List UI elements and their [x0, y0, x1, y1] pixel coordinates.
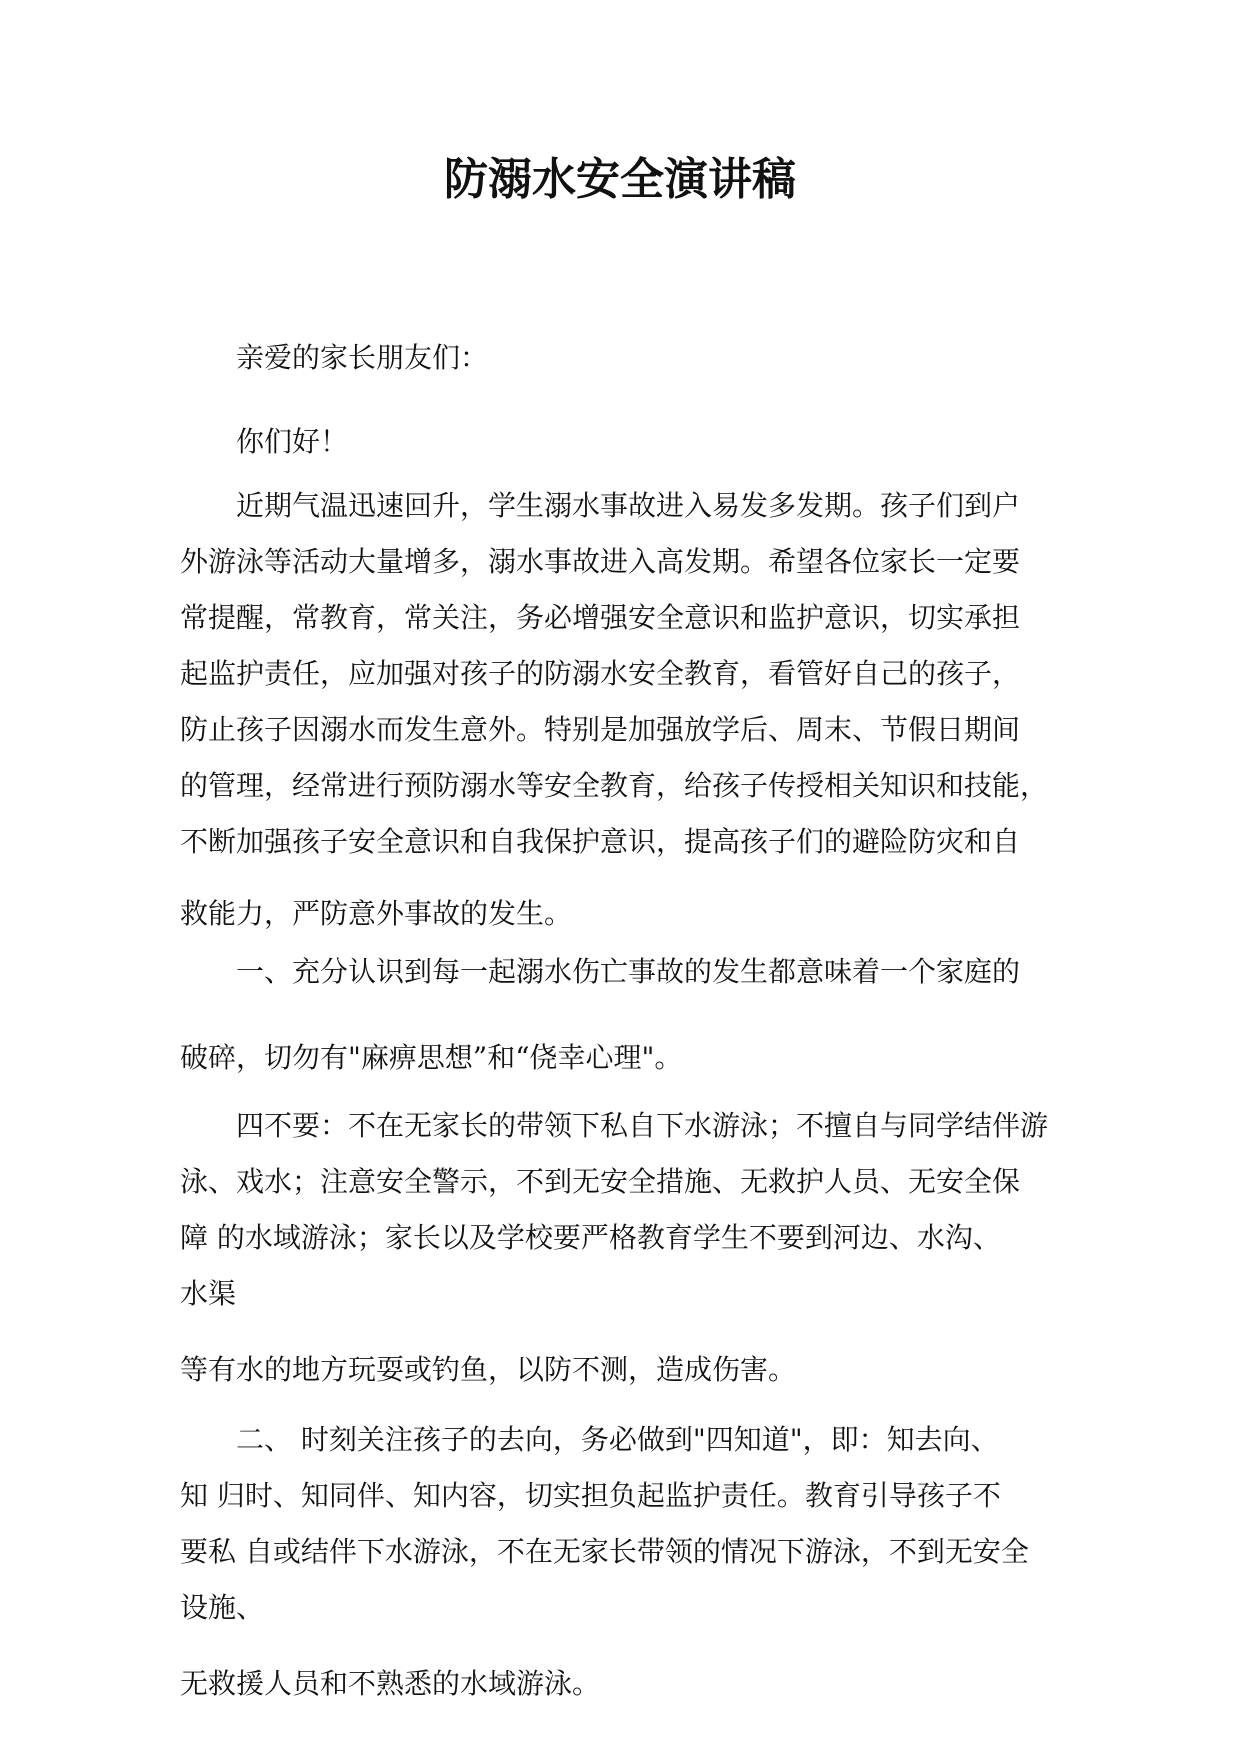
text-line: 泳、戏水；注意安全警示，不到无安全措施、无救护人员、无安全保 — [180, 1165, 1021, 1198]
text-line: 等有水的地方玩耍或钓鱼，以防不测，造成伤害。 — [180, 1353, 797, 1386]
text-line: 起监护责任，应加强对孩子的防溺水安全教育，看管好自己的孩子， — [180, 657, 1021, 690]
text-line: 要私 自或结伴下水游泳，不在无家长带领的情况下游泳，不到无安全 — [180, 1535, 1029, 1568]
text-line: 防止孩子因溺水而发生意外。特别是加强放学后、周末、节假日期间 — [180, 713, 1021, 746]
text-line-four-donts: 四不要：不在无家长的带领下私自下水游泳；不擅自与同学结伴游 — [236, 1109, 1049, 1142]
text-line: 无救援人员和不熟悉的水域游泳。 — [180, 1667, 601, 1700]
text-line: 外游泳等活动大量增多，溺水事故进入高发期。希望各位家长一定要 — [180, 545, 1021, 578]
text-line: 障 的水域游泳；家长以及学校要严格教育学生不要到河边、水沟、 — [180, 1221, 1001, 1254]
text-line-greeting: 你们好！ — [236, 425, 349, 458]
text-line: 水渠 — [180, 1277, 237, 1310]
text-line: 近期气温迅速回升，学生溺水事故进入易发多发期。孩子们到户 — [236, 489, 1021, 522]
text-line: 救能力，严防意外事故的发生。 — [180, 897, 573, 930]
text-line-section-1: 一、充分认识到每一起溺水伤亡事故的发生都意味着一个家庭的 — [236, 955, 1021, 988]
text-line-salutation: 亲爱的家长朋友们： — [236, 341, 489, 374]
text-line: 设施、 — [180, 1591, 265, 1624]
document-title: 防溺水安全演讲稿 — [444, 154, 796, 205]
text-line: 知 归时、知同伴、知内容，切实担负起监护责任。教育引导孩子不 — [180, 1479, 1001, 1512]
text-line: 不断加强孩子安全意识和自我保护意识，提高孩子们的避险防灾和自 — [180, 825, 1021, 858]
text-line: 破碎，切勿有"麻痹思想”和“侥幸心理"。 — [180, 1041, 683, 1074]
text-line-section-2: 二、 时刻关注孩子的去向，务必做到"四知道"，即：知去向、 — [236, 1423, 999, 1456]
text-line: 的管理，经常进行预防溺水等安全教育，给孩子传授相关知识和技能， — [180, 769, 1049, 802]
text-line: 常提醒，常教育，常关注，务必增强安全意识和监护意识，切实承担 — [180, 601, 1021, 634]
